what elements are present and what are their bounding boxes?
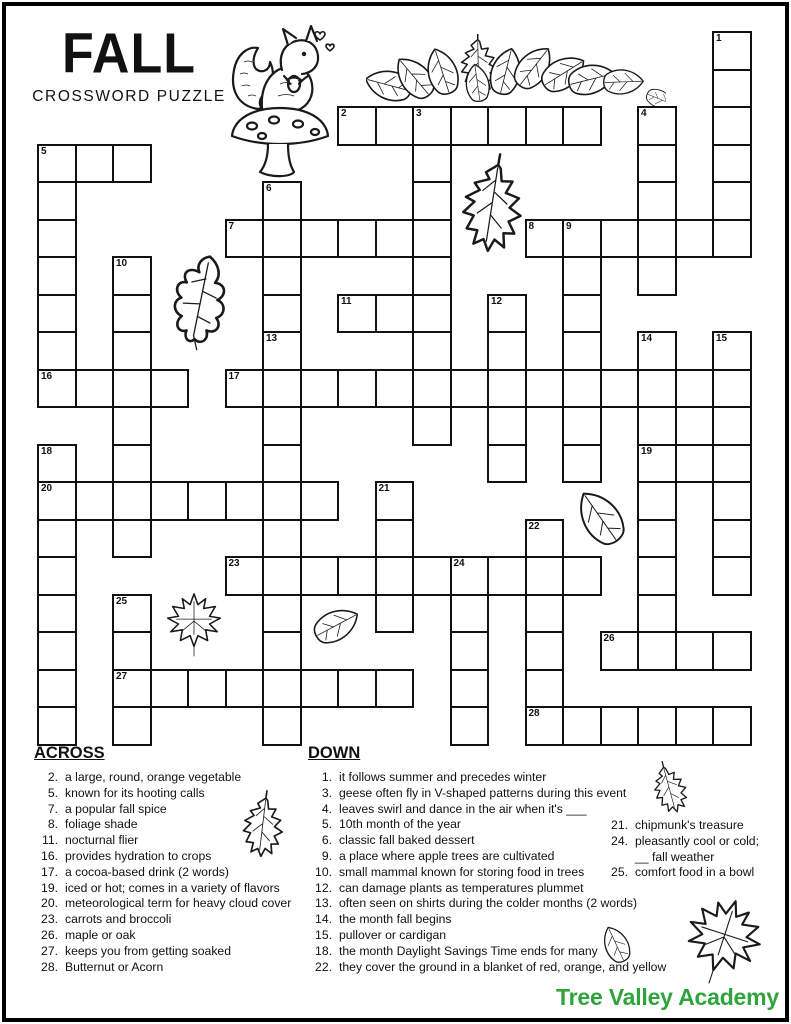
clue-text: can damage plants as temperatures plummet [339,880,584,895]
across-clues-section [34,744,324,975]
grid-cell[interactable] [712,181,752,221]
grid-cell[interactable] [525,556,565,596]
grid-cell[interactable] [562,406,602,446]
clue-number: 8. [47,817,58,832]
grid-cell[interactable] [337,556,377,596]
grid-cell[interactable] [300,369,340,409]
grid-cell[interactable] [112,294,152,334]
cell-number: 13 [266,333,278,344]
grid-cell[interactable] [712,219,752,259]
grid-cell-12[interactable] [487,294,527,334]
grid-cell-14[interactable] [637,331,677,371]
cell-number: 27 [116,670,128,682]
grid-cell-5[interactable] [37,144,77,184]
clue-text: it follows summer and precedes winter [339,770,547,784]
cell-number: 4 [641,108,647,119]
page-title: FALL [62,22,196,86]
clue-item [34,960,324,976]
clue-number: 21. [611,818,628,832]
grid-cell[interactable] [712,144,752,184]
grid-cell[interactable] [262,594,302,634]
grid-cell[interactable] [637,181,677,221]
clue-text: pleasantly cool or cold; [635,833,759,848]
grid-cell-4[interactable] [637,106,677,146]
clue-number: 14. [315,912,332,927]
clue-item [308,881,708,897]
cell-number: 1 [716,33,722,44]
grid-cell[interactable] [487,444,527,484]
clue-item [34,928,324,944]
clue-text: __ fall weather [635,849,715,864]
grid-cell[interactable] [375,594,415,634]
grid-cell[interactable] [412,256,452,296]
clue-number: 25. [611,865,628,880]
grid-cell[interactable] [637,519,677,559]
clue-item [34,833,324,849]
clue-number: 10. [315,864,332,879]
grid-cell[interactable] [412,181,452,221]
clue-item [34,849,324,865]
clue-number: 27. [41,943,58,958]
clue-item [604,834,789,850]
grid-cell[interactable] [37,256,77,296]
grid-cell[interactable] [487,331,527,371]
grid-cell[interactable] [675,706,715,746]
cell-number: 11 [341,295,352,307]
grid-cell[interactable] [637,556,677,596]
grid-cell[interactable] [225,669,265,709]
grid-cell-27[interactable] [112,669,152,709]
cell-number: 16 [41,370,53,382]
clue-number: 19. [41,880,58,895]
grid-cell[interactable] [187,481,227,521]
clue-item [308,896,708,912]
grid-cell-13[interactable] [262,331,302,371]
grid-cell[interactable] [75,481,115,521]
grid-cell[interactable] [112,406,152,446]
grid-cell[interactable] [712,444,752,484]
clue-number: 18. [315,943,332,958]
clue-text: a place where apple trees are cultivated [339,848,555,863]
grid-cell[interactable] [337,669,377,709]
grid-cell[interactable] [150,669,190,709]
grid-cell[interactable] [375,519,415,559]
clue-text: nocturnal flier [65,833,139,848]
grid-cell[interactable] [675,369,715,409]
cell-number: 9 [566,220,572,232]
grid-cell[interactable] [525,594,565,634]
grid-cell[interactable] [562,369,602,409]
grid-cell[interactable] [112,144,152,184]
grid-cell[interactable] [675,631,715,671]
grid-cell-7[interactable] [225,219,265,259]
cell-number: 21 [378,483,390,494]
clue-text: known for its hooting calls [65,785,205,800]
cell-number: 18 [41,445,53,457]
clue-text: iced or hot; comes in a variety of flavors [65,880,280,895]
clue-item [308,786,708,802]
clue-number: 5. [321,817,332,832]
cell-number: 12 [491,295,503,307]
grid-cell[interactable] [562,556,602,596]
squirrel-on-mushroom-icon [220,14,340,179]
clue-text: comfort food in a bowl [635,865,755,880]
clue-number: 11. [41,833,58,848]
clue-text: often seen on shirts during the colder months (2 words) [339,896,638,911]
grid-cell[interactable] [450,594,490,634]
clue-item [34,817,324,833]
clue-item [34,881,324,897]
grid-cell[interactable] [75,369,115,409]
grid-cell[interactable] [37,631,77,671]
cell-number: 22 [528,520,540,532]
grid-cell[interactable] [562,294,602,334]
cell-number: 3 [416,108,422,119]
grid-cell[interactable] [712,481,752,521]
clue-text: the month Daylight Savings Time ends for many [339,943,598,958]
grid-cell[interactable] [600,219,640,259]
grid-cell[interactable] [37,331,77,371]
grid-cell-11[interactable] [337,294,377,334]
clue-text: 10th month of the year [339,817,461,832]
grid-cell[interactable] [37,219,77,259]
down-extra-clue-list [604,818,789,881]
clue-number: 3. [321,785,332,800]
grid-cell[interactable] [37,669,77,709]
clue-number: 13. [315,896,332,911]
grid-cell[interactable] [112,706,152,746]
clue-number: 24. [611,833,628,848]
grid-cell[interactable] [262,556,302,596]
grid-cell[interactable] [262,219,302,259]
clue-number: 22. [315,959,332,974]
grid-cell-3[interactable] [412,106,452,146]
grid-cell[interactable] [375,294,415,334]
clue-item [34,770,324,786]
cell-number: 20 [41,483,53,494]
clue-number: 4. [321,801,332,816]
grid-cell[interactable] [562,444,602,484]
cell-number: 7 [228,220,235,232]
grid-cell[interactable] [262,481,302,521]
cell-number: 2 [341,108,347,119]
clue-text: a cocoa-based drink (2 words) [65,864,229,879]
cell-number: 24 [453,558,465,569]
clue-number: 9. [321,848,332,863]
cell-number: 19 [641,445,653,457]
clue-text: provides hydration to crops [65,848,212,863]
grid-cell[interactable] [637,706,677,746]
grid-cell[interactable] [37,519,77,559]
grid-cell[interactable] [112,444,152,484]
grid-cell-28[interactable] [525,706,565,746]
grid-cell-21[interactable] [375,481,415,521]
clue-item [308,944,708,960]
simple-leaf-icon [312,600,362,650]
grid-cell[interactable] [150,481,190,521]
brand-footer [0,984,779,1011]
grid-cell[interactable] [712,706,752,746]
clue-text: geese often fly in V-shaped patterns during this event [339,785,627,800]
grid-cell-22[interactable] [525,519,565,559]
grid-cell[interactable] [487,406,527,446]
grid-cell[interactable] [375,369,415,409]
grid-cell-16[interactable] [37,369,77,409]
grid-cell[interactable] [262,519,302,559]
clue-number: 2. [47,770,58,784]
clue-text: carrots and broccoli [65,912,172,927]
simple-leaf-icon [574,486,626,548]
grid-cell[interactable] [37,181,77,221]
grid-cell[interactable] [712,631,752,671]
grid-cell[interactable] [712,106,752,146]
cell-number: 17 [228,370,240,382]
grid-cell-17[interactable] [225,369,265,409]
grid-cell[interactable] [637,594,677,634]
clue-item [308,960,708,976]
clue-item [604,850,789,866]
clue-number: 12. [315,880,332,895]
grid-cell[interactable] [600,369,640,409]
grid-cell[interactable] [412,406,452,446]
clue-item [34,944,324,960]
maple-leaf-icon [162,590,226,658]
grid-cell-2[interactable] [337,106,377,146]
page-subtitle: CROSSWORD PUZZLE [32,88,226,105]
clue-number: 1. [321,770,332,784]
grid-cell-18[interactable] [37,444,77,484]
cell-number: 8 [528,220,535,232]
grid-cell[interactable] [675,219,715,259]
grid-cell[interactable] [112,331,152,371]
grid-cell[interactable] [375,556,415,596]
oak-leaf-icon [170,252,228,352]
clue-text: maple or oak [65,927,136,942]
clue-item [34,896,324,912]
cell-number: 14 [641,333,653,344]
clue-item [604,818,789,834]
grid-cell[interactable] [412,369,452,409]
grid-cell[interactable] [562,106,602,146]
grid-cell[interactable] [712,369,752,409]
clue-item [308,770,708,786]
grid-cell[interactable] [412,294,452,334]
clue-text: chipmunk's treasure [635,818,744,832]
grid-cell[interactable] [300,219,340,259]
cell-number: 6 [266,183,272,194]
clue-number: 16. [41,848,58,863]
grid-cell[interactable] [450,106,490,146]
clue-number: 17. [41,864,58,879]
title-block [28,22,230,106]
down-clues-extra-column [604,818,789,881]
across-heading: ACROSS [34,744,105,762]
clue-text: meteorological term for heavy cloud cover [65,896,292,911]
clue-item [34,802,324,818]
cell-number: 15 [716,333,728,344]
grid-cell[interactable] [375,669,415,709]
grid-cell[interactable] [712,556,752,596]
grid-cell[interactable] [412,331,452,371]
clue-number: 20. [41,896,58,911]
grid-cell[interactable] [262,369,302,409]
grid-cell[interactable] [262,294,302,334]
grid-cell[interactable] [262,631,302,671]
clue-text: classic fall baked dessert [339,833,475,848]
grid-cell[interactable] [450,706,490,746]
grid-cell[interactable] [562,706,602,746]
grid-cell-9[interactable] [562,219,602,259]
grid-cell[interactable] [187,669,227,709]
grid-cell[interactable] [637,631,677,671]
grid-cell[interactable] [637,256,677,296]
grid-cell-26[interactable] [600,631,640,671]
grid-cell[interactable] [450,631,490,671]
clue-text: keeps you from getting soaked [65,943,231,958]
clue-item [604,865,789,881]
grid-cell[interactable] [637,219,677,259]
brand-name: Tree Valley Academy [556,984,779,1010]
clue-item [34,912,324,928]
clue-item [308,912,708,928]
cell-number: 5 [41,145,47,157]
grid-cell[interactable] [300,669,340,709]
grid-cell[interactable] [375,219,415,259]
grid-cell[interactable] [262,406,302,446]
across-clue-list [34,770,324,975]
birch-leaf-icon [452,152,530,260]
grid-cell[interactable] [112,369,152,409]
clue-text: a popular fall spice [65,801,167,816]
grid-cell-24[interactable] [450,556,490,596]
grid-cell[interactable] [637,406,677,446]
grid-cell-6[interactable] [262,181,302,221]
grid-cell-8[interactable] [525,219,565,259]
grid-cell[interactable] [225,481,265,521]
cell-number: 26 [603,633,615,644]
grid-cell[interactable] [37,294,77,334]
grid-cell-15[interactable] [712,331,752,371]
cell-number: 10 [116,258,128,269]
grid-cell[interactable] [450,369,490,409]
cell-number: 23 [228,558,240,569]
clue-number: 26. [41,927,58,942]
grid-cell[interactable] [525,369,565,409]
clue-text: leaves swirl and dance in the air when it's ___ [339,801,587,816]
grid-cell[interactable] [487,556,527,596]
grid-cell-10[interactable] [112,256,152,296]
grid-cell[interactable] [75,144,115,184]
clue-number: 15. [315,927,332,942]
clue-item [308,928,708,944]
grid-cell[interactable] [262,444,302,484]
cell-number: 28 [528,708,540,719]
grid-cell[interactable] [525,106,565,146]
grid-cell[interactable] [562,331,602,371]
grid-cell-25[interactable] [112,594,152,634]
clue-number: 5. [47,785,58,800]
grid-cell[interactable] [712,406,752,446]
grid-cell[interactable] [337,369,377,409]
grid-cell[interactable] [337,219,377,259]
grid-cell[interactable] [487,369,527,409]
grid-cell[interactable] [300,556,340,596]
cell-number: 25 [116,595,128,607]
grid-cell-19[interactable] [637,444,677,484]
grid-cell[interactable] [450,669,490,709]
grid-cell[interactable] [375,106,415,146]
grid-cell[interactable] [525,631,565,671]
grid-cell[interactable] [112,519,152,559]
grid-cell[interactable] [712,69,752,109]
grid-cell[interactable] [675,444,715,484]
grid-cell[interactable] [637,481,677,521]
grid-cell[interactable] [525,669,565,709]
clue-number: 23. [41,912,58,927]
leaf-pile-icon [366,34,666,110]
grid-cell[interactable] [300,481,340,521]
grid-cell[interactable] [712,519,752,559]
grid-cell[interactable] [37,594,77,634]
grid-cell[interactable] [150,369,190,409]
clue-text: they cover the ground in a blanket of red, orange, and yellow [339,959,667,974]
grid-cell[interactable] [37,556,77,596]
clue-text: small mammal known for storing food in trees [339,864,585,879]
clue-item [308,802,708,818]
clue-text: pullover or cardigan [339,927,447,942]
grid-cell[interactable] [562,256,602,296]
grid-cell[interactable] [412,556,452,596]
clue-number: 6. [321,833,332,848]
grid-cell[interactable] [262,706,302,746]
grid-cell[interactable] [637,369,677,409]
down-heading: DOWN [308,744,361,762]
grid-cell[interactable] [600,706,640,746]
grid-cell[interactable] [262,669,302,709]
clue-number: 28. [41,959,58,974]
clue-text: the month fall begins [339,912,452,927]
grid-cell-23[interactable] [225,556,265,596]
grid-cell[interactable] [412,219,452,259]
clue-number [604,850,628,866]
grid-cell[interactable] [487,106,527,146]
grid-cell[interactable] [412,144,452,184]
grid-cell-1[interactable] [712,31,752,71]
clue-text: foliage shade [65,817,138,832]
grid-cell[interactable] [112,631,152,671]
clue-item [34,865,324,881]
grid-cell[interactable] [637,144,677,184]
clue-text: a large, round, orange vegetable [65,770,242,784]
grid-cell[interactable] [262,256,302,296]
clue-text: Butternut or Acorn [65,959,164,974]
clue-item [34,786,324,802]
grid-cell[interactable] [37,706,77,746]
clue-number: 7. [47,801,58,816]
grid-cell[interactable] [112,481,152,521]
grid-cell-20[interactable] [37,481,77,521]
